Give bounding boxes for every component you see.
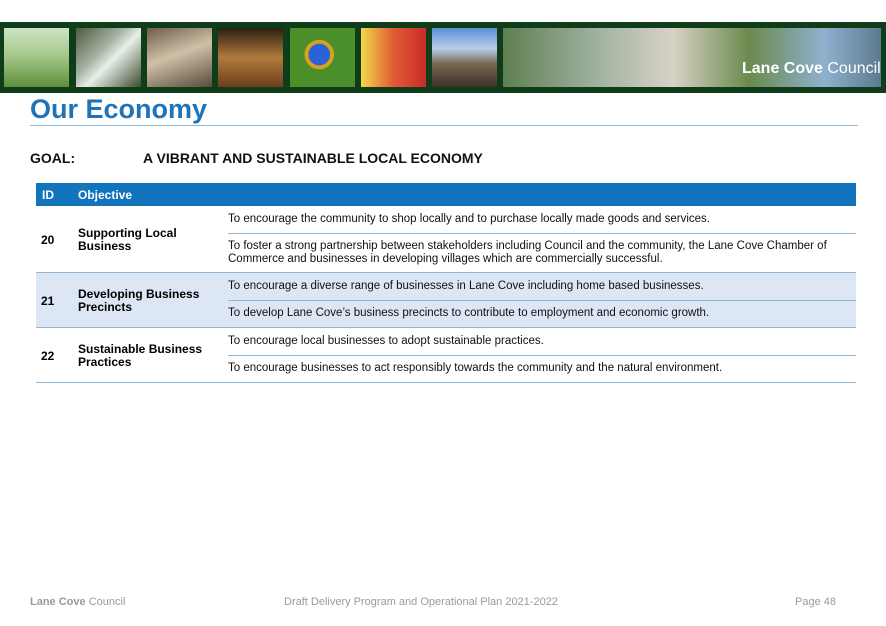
table-row [36,328,856,383]
footer-org: Lane Cove Council [30,596,126,608]
row-objective: Sustainable Business Practices [78,342,203,369]
banner-photo-village-river [503,28,881,87]
header-banner [0,22,886,93]
banner-photo-performer [361,28,426,87]
council-logo: Lane Cove Council [742,60,881,77]
row-objective: Developing Business Precincts [78,287,200,314]
row-item: To foster a strong partnership between stakeholders including Council and the community, the Lane Cove Chamber of Commerce and businesses in developing villages which are commercially successful. [228,240,827,265]
footer-page-number: Page 48 [795,596,836,608]
row-item: To encourage a diverse range of businesses in Lane Cove including home based businesses. [228,280,704,292]
header-id: ID [42,188,54,202]
banner-photo-lorikeet [290,28,355,87]
row-objective: Supporting Local Business [78,226,177,253]
row-divider [228,233,856,234]
row-item: To encourage local businesses to adopt sustainable practices. [228,335,544,347]
row-divider [228,300,856,301]
row-divider [228,355,856,356]
row-id: 22 [41,349,55,363]
table-row [36,206,856,273]
goal-text: A VIBRANT AND SUSTAINABLE LOCAL ECONOMY [143,150,483,166]
row-id: 21 [41,294,55,308]
objectives-table [36,183,856,383]
page-title: Our Economy [30,94,208,124]
row-item: To encourage businesses to act responsibly towards the community and the natural environment. [228,362,723,374]
title-divider [30,125,858,126]
row-item: To encourage the community to shop locally and to purchase locally made goods and services. [228,213,710,225]
row-item: To develop Lane Cove’s business precincts to contribute to employment and economic growth. [228,307,710,319]
footer-document-title: Draft Delivery Program and Operational Plan 2021-2022 [284,596,558,608]
table-header [36,183,856,206]
banner-photo-golf [4,28,69,87]
banner-photo-waterfall [76,28,141,87]
banner-photo-market [218,28,283,87]
goal-label: GOAL: [30,150,76,166]
banner-photo-street-event [147,28,212,87]
table-row [36,273,856,328]
row-id: 20 [41,233,55,247]
banner-photo-building [432,28,497,87]
header-objective: Objective [78,188,133,202]
